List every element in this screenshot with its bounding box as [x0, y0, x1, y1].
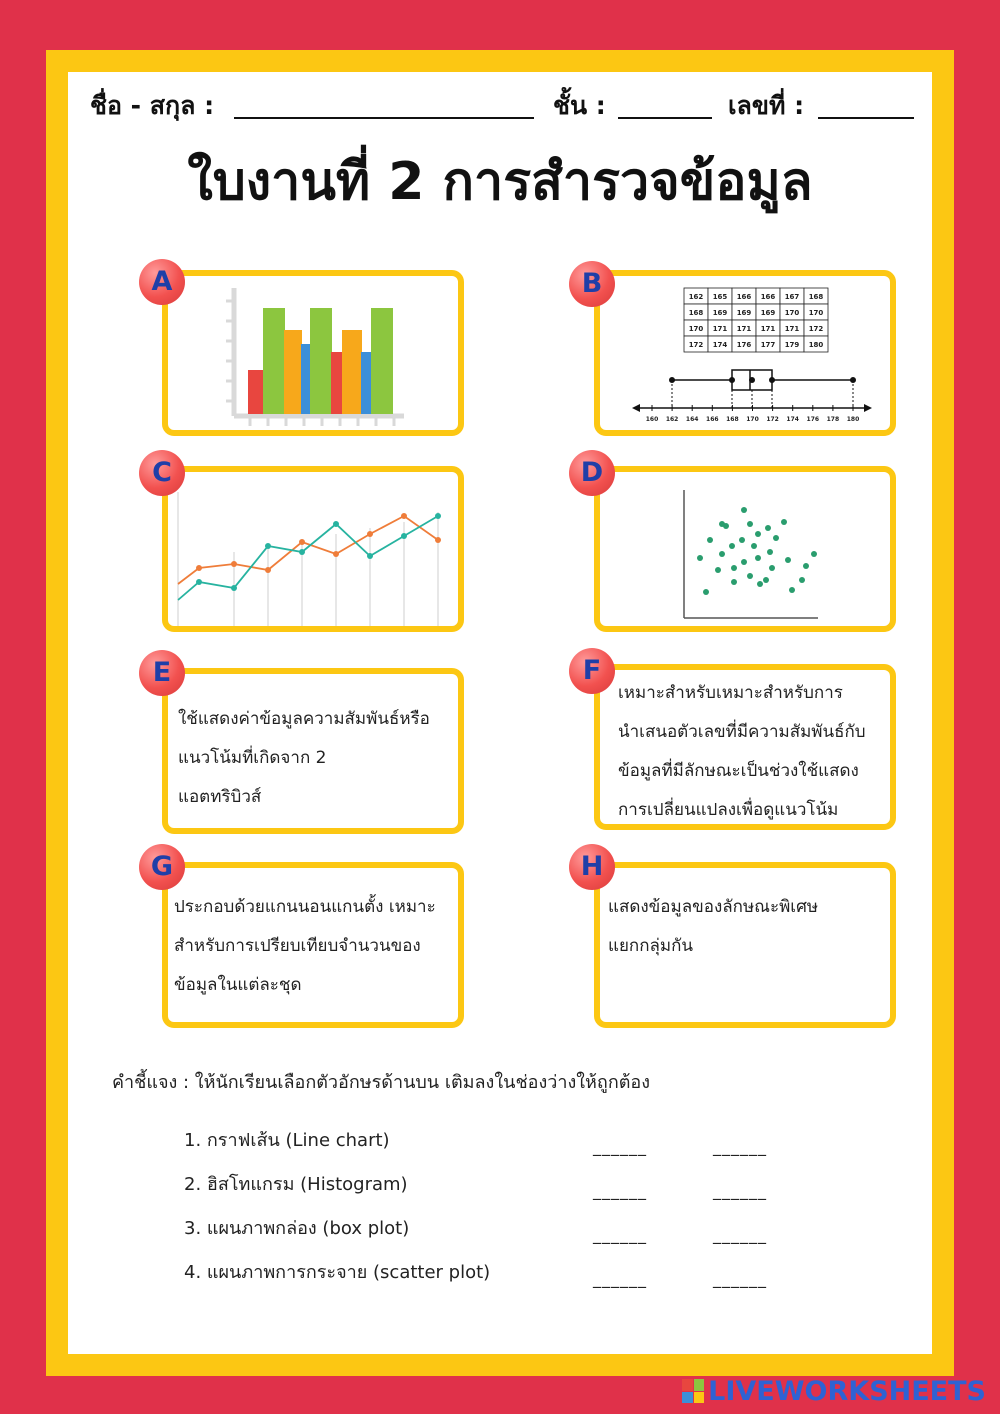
card-f-line-3: ข้อมูลที่มีลักษณะเป็นช่วงใช้แสดง: [618, 761, 859, 781]
name-field[interactable]: [234, 117, 534, 119]
watermark-text: LIVEWORKSHEETS: [708, 1375, 986, 1407]
card-e-line-2: แนวโน้มที่เกิดจาก 2: [178, 748, 327, 768]
card-e: [162, 668, 464, 834]
number-label: เลขที่ :: [728, 91, 805, 120]
question-1: 1. กราฟเส้น (Line chart): [184, 1130, 390, 1151]
table-cell-value: 168: [808, 293, 824, 301]
card-c: [162, 466, 464, 632]
axis-tick-label: 160: [645, 416, 659, 423]
axis-tick-label: 162: [665, 416, 679, 423]
line-chart-image: [168, 472, 458, 626]
card-f: [594, 664, 896, 830]
card-a: [162, 270, 464, 436]
table-cell-value: 171: [712, 325, 728, 333]
table-cell-value: 166: [760, 293, 776, 301]
axis-tick-label: 170: [746, 416, 759, 423]
table-cell-value: 176: [736, 341, 752, 349]
axis-tick-label: 174: [786, 416, 799, 423]
table-cell-value: 169: [712, 309, 728, 317]
answer-2b[interactable]: ______: [713, 1181, 767, 1200]
table-cell-value: 180: [808, 341, 824, 349]
number-field[interactable]: [818, 117, 914, 119]
badge-h: H: [569, 844, 615, 890]
table-cell-value: 172: [688, 341, 704, 349]
table-cell-value: 171: [736, 325, 752, 333]
table-cell-value: 167: [784, 293, 800, 301]
card-h: [594, 862, 896, 1028]
table-cell-value: 168: [688, 309, 704, 317]
liveworksheets-logo: [682, 1376, 986, 1406]
card-d: [594, 466, 896, 632]
class-label: ชั้น :: [553, 91, 606, 120]
axis-tick-label: 172: [766, 416, 779, 423]
instruction-text: คำชี้แจง : ให้นักเรียนเลือกตัวอักษรด้านบน เติมลงในช่องว่างให้ถูกต้อง: [112, 1072, 651, 1093]
card-g-line-3: ข้อมูลในแต่ละชุด: [174, 975, 302, 995]
table-cell-value: 170: [808, 309, 824, 317]
badge-d: D: [569, 450, 615, 496]
badge-c: C: [139, 450, 185, 496]
card-f-line-4: การเปลี่ยนแปลงเพื่อดูแนวโน้ม: [618, 800, 839, 820]
page-title: ใบงานที่ 2 การสำรวจข้อมูล: [187, 152, 813, 212]
table-cell-value: 170: [784, 309, 800, 317]
card-g: [162, 862, 464, 1028]
table-cell-value: 177: [760, 341, 776, 349]
card-e-line-3: แอตทริบิวส์: [178, 787, 262, 807]
answer-3b[interactable]: ______: [713, 1225, 767, 1244]
axis-tick-label: 166: [706, 416, 719, 423]
answer-4b[interactable]: ______: [713, 1269, 767, 1288]
card-g-line-1: ประกอบด้วยแกนนอนแกนตั้ง เหมาะ: [174, 897, 436, 917]
card-f-line-1: เหมาะสำหรับเหมาะสำหรับการ: [618, 683, 843, 703]
card-h-line-1: แสดงข้อมูลของลักษณะพิเศษ: [608, 897, 819, 917]
card-g-line-2: สำหรับการเปรียบเทียบจำนวนของ: [174, 936, 421, 956]
card-h-line-2: แยกกลุ่มกัน: [608, 936, 694, 956]
answer-4a[interactable]: ______: [593, 1269, 647, 1288]
table-cell-value: 165: [712, 293, 728, 301]
answer-1b[interactable]: ______: [713, 1137, 767, 1156]
badge-f: F: [569, 648, 615, 694]
table-cell-value: 166: [736, 293, 752, 301]
table-cell-value: 172: [808, 325, 824, 333]
axis-tick-label: 180: [846, 416, 860, 423]
bar-chart-image: [168, 276, 458, 430]
table-cell-value: 179: [784, 341, 800, 349]
table-cell-value: 171: [760, 325, 776, 333]
badge-a: A: [139, 259, 185, 305]
question-2: 2. ฮิสโทแกรม (Histogram): [184, 1174, 408, 1195]
class-field[interactable]: [618, 117, 712, 119]
card-e-line-1: ใช้แสดงค่าข้อมูลความสัมพันธ์หรือ: [178, 709, 430, 729]
table-cell-value: 162: [688, 293, 704, 301]
name-label: ชื่อ - สกุล :: [90, 91, 215, 120]
badge-b: B: [569, 261, 615, 307]
answer-2a[interactable]: ______: [593, 1181, 647, 1200]
axis-tick-label: 176: [806, 416, 820, 423]
axis-tick-label: 164: [685, 416, 699, 423]
table-cell-value: 171: [784, 325, 800, 333]
boxplot-image: [600, 276, 890, 430]
scatter-plot-image: [600, 472, 890, 626]
answer-1a[interactable]: ______: [593, 1137, 647, 1156]
table-cell-value: 169: [760, 309, 776, 317]
table-cell-value: 174: [712, 341, 728, 349]
table-cell-value: 169: [736, 309, 752, 317]
answer-3a[interactable]: ______: [593, 1225, 647, 1244]
question-4: 4. แผนภาพการกระจาย (scatter plot): [184, 1262, 491, 1283]
card-b: [594, 270, 896, 436]
badge-e: E: [139, 650, 185, 696]
card-f-line-2: นำเสนอตัวเลขที่มีความสัมพันธ์กับ: [618, 722, 866, 742]
table-cell-value: 170: [688, 325, 704, 333]
axis-tick-label: 168: [726, 416, 739, 423]
axis-tick-label: 178: [826, 416, 840, 423]
badge-g: G: [139, 844, 185, 890]
liveworksheets-mark-icon: [682, 1379, 704, 1403]
question-3: 3. แผนภาพกล่อง (box plot): [184, 1218, 410, 1239]
